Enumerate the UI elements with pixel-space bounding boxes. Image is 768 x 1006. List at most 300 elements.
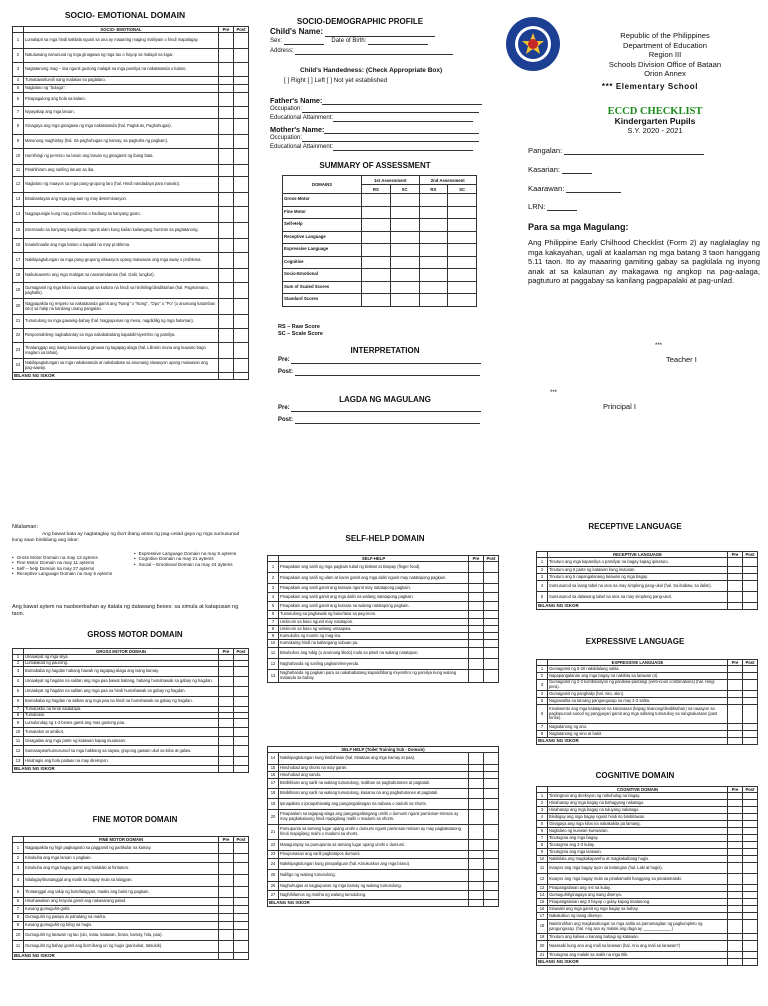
pre-check-cell[interactable] [469,859,484,870]
post-check-cell[interactable] [234,253,249,269]
pre-check-cell[interactable] [219,719,234,728]
pre-check-cell[interactable] [728,934,743,941]
score-cell[interactable] [362,256,391,269]
pre-check-cell[interactable] [219,77,234,85]
pre-check-cell[interactable] [728,731,743,738]
score-cell[interactable] [362,294,391,307]
score-cell[interactable] [419,256,448,269]
pre-check-cell[interactable] [219,941,234,953]
pre-check-cell[interactable] [219,239,234,253]
score-cell[interactable] [419,206,448,219]
pre-check-cell[interactable] [219,269,234,283]
pre-check-cell[interactable] [219,299,234,315]
item-description: Natutuwang nanunuod ng mga ginagawa ng mga tao o hayop sa malapit na lugar. [24,49,219,63]
pre-check-cell[interactable] [219,283,234,299]
pre-check-cell[interactable] [728,913,743,920]
post-check-cell[interactable] [234,135,249,149]
score-cell[interactable] [362,231,391,244]
pre-score-cell[interactable] [728,738,743,745]
pre-check-cell[interactable] [469,789,484,799]
sc-note: SC – Scale Score [278,330,323,337]
post-check-cell[interactable] [234,843,249,854]
post-check-cell[interactable] [234,863,249,875]
post-check-cell[interactable] [234,875,249,887]
item-number: 12 [268,659,279,670]
post-check-cell[interactable] [234,63,249,77]
pre-score-cell[interactable] [728,603,743,610]
score-cell[interactable] [419,294,448,307]
table-row [13,898,249,906]
pre-check-cell[interactable] [219,906,234,914]
pre-check-cell[interactable] [469,633,484,640]
pre-check-cell[interactable] [469,619,484,626]
score-cell[interactable] [362,219,391,232]
post-check-cell[interactable] [234,941,249,953]
pre-check-cell[interactable] [469,810,484,825]
pre-check-cell[interactable] [728,793,743,800]
pre-check-cell[interactable] [728,828,743,835]
pre-check-cell[interactable] [219,914,234,922]
post-check-cell[interactable] [743,793,758,800]
pre-check-cell[interactable] [219,667,234,677]
post-score-cell[interactable] [743,959,758,966]
pre-check-cell[interactable] [728,691,743,698]
pre-check-cell[interactable] [728,705,743,724]
pre-check-cell[interactable] [728,698,743,705]
score-cell[interactable] [448,294,477,307]
pre-check-cell[interactable] [219,854,234,863]
pre-check-cell[interactable] [219,737,234,746]
post-check-cell[interactable] [234,667,249,677]
table-row [537,856,758,863]
pre-check-cell[interactable] [728,952,743,959]
post-check-cell[interactable] [484,825,499,840]
pre-check-cell[interactable] [728,592,743,603]
post-check-cell[interactable] [234,719,249,728]
post-check-cell[interactable] [234,207,249,223]
mother-occupation-field[interactable] [302,135,479,142]
post-check-cell[interactable] [234,107,249,119]
pre-check-cell[interactable] [219,677,234,687]
pre-check-cell[interactable] [469,799,484,810]
post-check-cell[interactable] [234,119,249,135]
post-check-cell[interactable] [484,765,499,772]
pre-check-cell[interactable] [219,728,234,737]
pre-check-cell[interactable] [728,567,743,574]
post-check-cell[interactable] [484,789,499,799]
pre-check-cell[interactable] [728,558,743,567]
item-number: 5 [13,85,24,93]
score-cell[interactable] [448,244,477,257]
post-check-cell[interactable] [743,581,758,592]
post-check-cell[interactable] [234,283,249,299]
table-row [537,680,758,691]
post-score-cell[interactable] [234,373,249,380]
post-check-cell[interactable] [484,753,499,765]
post-check-cell[interactable] [484,648,499,659]
post-check-cell[interactable] [743,680,758,691]
pre-check-cell[interactable] [219,135,234,149]
pre-check-cell[interactable] [469,882,484,891]
post-check-cell[interactable] [234,223,249,239]
pre-score-cell[interactable] [728,959,743,966]
pre-check-cell[interactable] [469,670,484,683]
post-check-cell[interactable] [234,77,249,85]
pre-check-cell[interactable] [469,640,484,648]
pre-check-cell[interactable] [728,856,743,863]
post-check-cell[interactable] [234,677,249,687]
deped-line1: Republic of the Philippines [620,31,710,40]
post-check-cell[interactable] [484,640,499,648]
father-edu-field[interactable] [333,115,473,122]
post-check-cell[interactable] [743,705,758,724]
table-row [13,207,249,223]
pre-check-cell[interactable] [219,315,234,329]
pre-score-cell[interactable] [219,373,234,380]
pre-check-cell[interactable] [728,863,743,874]
post-check-cell[interactable] [234,930,249,941]
address-field[interactable] [295,48,453,55]
pre-check-cell[interactable] [469,891,484,900]
pre-check-cell[interactable] [469,870,484,882]
post-check-cell[interactable] [743,666,758,673]
pre-check-cell[interactable] [469,602,484,611]
pre-check-cell[interactable] [469,753,484,765]
score-cell[interactable] [448,256,477,269]
post-check-cell[interactable] [743,835,758,842]
pre-check-cell[interactable] [728,920,743,934]
post-check-cell[interactable] [743,691,758,698]
post-check-cell[interactable] [234,177,249,193]
interp-post-field[interactable] [295,369,480,376]
pre-check-cell[interactable] [728,574,743,581]
post-check-cell[interactable] [234,343,249,359]
pre-check-cell[interactable] [469,765,484,772]
pre-check-cell[interactable] [728,800,743,807]
post-check-cell[interactable] [234,33,249,49]
pre-check-cell[interactable] [219,63,234,77]
post-check-cell[interactable] [234,697,249,707]
post-check-cell[interactable] [234,315,249,329]
item-description: Tinutugma ang 2-3 kulay. [548,842,728,849]
post-check-cell[interactable] [234,149,249,165]
score-cell[interactable] [362,269,391,282]
pre-check-cell[interactable] [469,659,484,670]
post-check-cell[interactable] [743,698,758,705]
pre-check-cell[interactable] [219,177,234,193]
post-check-cell[interactable] [234,359,249,373]
post-check-cell[interactable] [743,821,758,828]
interp-pre-field[interactable] [291,357,481,364]
post-check-cell[interactable] [234,193,249,207]
pre-check-cell[interactable] [728,899,743,906]
post-check-cell[interactable] [484,840,499,851]
post-check-cell[interactable] [234,914,249,922]
post-check-cell[interactable] [743,885,758,892]
score-cell[interactable] [390,294,419,307]
post-check-cell[interactable] [234,906,249,914]
pre-check-cell[interactable] [219,107,234,119]
lagda-pre-field[interactable] [291,405,481,412]
post-check-cell[interactable] [743,906,758,913]
score-cell[interactable] [362,281,391,294]
post-check-cell[interactable] [743,874,758,885]
post-check-cell[interactable] [484,772,499,779]
kaarawan-field[interactable] [566,187,621,193]
post-check-cell[interactable] [234,165,249,177]
post-check-cell[interactable] [484,626,499,633]
score-cell[interactable] [362,194,391,207]
post-check-cell[interactable] [484,810,499,825]
mothers-name-field[interactable] [324,127,479,134]
post-check-cell[interactable] [484,659,499,670]
pre-check-cell[interactable] [469,779,484,789]
pre-check-cell[interactable] [219,149,234,165]
post-score-cell[interactable] [234,766,249,773]
pre-check-cell[interactable] [469,611,484,619]
post-check-cell[interactable] [743,731,758,738]
score-cell[interactable] [390,231,419,244]
post-check-cell[interactable] [743,842,758,849]
pre-score-cell[interactable] [219,766,234,773]
item-description: Naiintindihan ang magkasalungat na mga salita sa pamamagitan ng pagkumpleto ng pangungusap. (hal. Ang aso ay malaki ang daga ay ____________.) [548,920,728,934]
mother-edu-field[interactable] [333,144,473,151]
post-check-cell[interactable] [234,728,249,737]
post-check-cell[interactable] [743,863,758,874]
pre-check-cell[interactable] [219,343,234,359]
table-row [13,135,249,149]
pre-check-cell[interactable] [728,874,743,885]
post-check-cell[interactable] [484,593,499,602]
score-cell[interactable] [390,269,419,282]
score-cell[interactable] [390,281,419,294]
post-check-cell[interactable] [743,892,758,899]
pre-check-cell[interactable] [219,887,234,898]
post-check-cell[interactable] [484,619,499,626]
post-check-cell[interactable] [234,898,249,906]
score-cell[interactable] [419,219,448,232]
score-cell[interactable] [390,244,419,257]
pre-check-cell[interactable] [728,673,743,680]
post-check-cell[interactable] [234,93,249,107]
pre-check-cell[interactable] [469,593,484,602]
pre-check-cell[interactable] [219,33,234,49]
pre-check-cell[interactable] [728,724,743,731]
score-cell[interactable] [419,281,448,294]
post-check-cell[interactable] [234,737,249,746]
post-check-cell[interactable] [743,828,758,835]
pre-check-cell[interactable] [728,814,743,821]
pre-check-cell[interactable] [219,359,234,373]
score-row [537,959,758,966]
post-check-cell[interactable] [234,85,249,93]
score-cell[interactable] [448,194,477,207]
post-score-cell[interactable] [743,603,758,610]
post-check-cell[interactable] [484,851,499,859]
pre-check-cell[interactable] [219,85,234,93]
pre-check-cell[interactable] [219,119,234,135]
pre-check-cell[interactable] [469,648,484,659]
post-check-cell[interactable] [484,602,499,611]
lrn-field[interactable] [547,205,577,211]
score-cell[interactable] [419,269,448,282]
fathers-name-row [270,96,482,105]
pre-check-cell[interactable] [219,863,234,875]
pre-check-cell[interactable] [219,193,234,207]
childs-name-field[interactable] [325,30,435,37]
post-check-cell[interactable] [234,269,249,283]
post-check-cell[interactable] [234,299,249,315]
post-score-cell[interactable] [234,953,249,960]
score-cell[interactable] [390,206,419,219]
post-check-cell[interactable] [743,856,758,863]
pre-check-cell[interactable] [219,930,234,941]
post-check-cell[interactable] [234,746,249,757]
pre-check-cell[interactable] [219,687,234,697]
pre-check-cell[interactable] [219,223,234,239]
pre-check-cell[interactable] [219,165,234,177]
post-check-cell[interactable] [743,952,758,959]
pre-check-cell[interactable] [219,922,234,930]
pre-check-cell[interactable] [728,821,743,828]
post-check-cell[interactable] [234,854,249,863]
pre-check-cell[interactable] [219,898,234,906]
pre-check-cell[interactable] [469,851,484,859]
post-score-cell[interactable] [484,900,499,907]
item-description: Gumuguhit/ginagaya ang isang disenyo. [548,892,728,899]
handedness-options[interactable]: [ ] Right [ ] Left [ ] Not yet established [284,77,388,84]
score-cell[interactable] [448,269,477,282]
pre-check-cell[interactable] [219,843,234,854]
kasarian-field[interactable] [562,168,592,174]
dob-field[interactable] [368,38,428,45]
pre-check-cell[interactable] [469,825,484,840]
pre-check-cell[interactable] [469,584,484,593]
post-check-cell[interactable] [484,882,499,891]
score-cell[interactable] [362,244,391,257]
post-check-cell[interactable] [234,757,249,766]
rs-note: RS – Raw Score [278,324,320,330]
score-cell[interactable] [362,206,391,219]
post-check-cell[interactable] [234,687,249,697]
pre-score-cell[interactable] [219,953,234,960]
pre-check-cell[interactable] [728,807,743,814]
pre-check-cell[interactable] [728,581,743,592]
pre-check-cell[interactable] [219,49,234,63]
post-check-cell[interactable] [484,891,499,900]
score-cell[interactable] [419,244,448,257]
post-check-cell[interactable] [743,934,758,941]
score-cell[interactable] [390,194,419,207]
post-check-cell[interactable] [743,849,758,856]
pre-check-cell[interactable] [728,849,743,856]
post-check-cell[interactable] [743,567,758,574]
pre-check-cell[interactable] [469,573,484,584]
pre-check-cell[interactable] [469,772,484,779]
pre-check-cell[interactable] [219,875,234,887]
item-description: Gumagamit ng 2-3 kombinasyon ng pandiwa-pantangi (verb-noun combinations) (hal. Hingi pera). [548,680,728,691]
pre-check-cell[interactable] [219,697,234,707]
post-check-cell[interactable] [743,724,758,731]
pre-check-cell[interactable] [728,680,743,691]
score-cell[interactable] [390,219,419,232]
pre-check-cell[interactable] [219,253,234,269]
pre-check-cell[interactable] [728,906,743,913]
pre-check-cell[interactable] [219,746,234,757]
pre-check-cell[interactable] [219,329,234,343]
father-occupation-field[interactable] [302,106,479,113]
pre-check-cell[interactable] [469,562,484,573]
score-cell[interactable] [448,219,477,232]
post-check-cell[interactable] [484,633,499,640]
post-check-cell[interactable] [743,899,758,906]
pre-check-cell[interactable] [219,207,234,223]
post-check-cell[interactable] [484,870,499,882]
post-check-cell[interactable] [484,611,499,619]
item-description: Binubuhos ang tubig (o anumang likido) mula sa pitsel na walang natatapon. [279,648,469,659]
score-cell[interactable] [419,194,448,207]
fathers-name-field[interactable] [322,98,482,105]
post-check-cell[interactable] [743,673,758,680]
post-check-cell[interactable] [743,800,758,807]
pre-score-cell[interactable] [469,900,484,907]
score-cell[interactable] [419,231,448,244]
post-check-cell[interactable] [743,941,758,952]
post-check-cell[interactable] [743,814,758,821]
score-cell[interactable] [448,206,477,219]
post-check-cell[interactable] [484,859,499,870]
pre-check-cell[interactable] [219,93,234,107]
post-check-cell[interactable] [743,920,758,934]
pre-check-cell[interactable] [728,835,743,842]
post-check-cell[interactable] [484,799,499,810]
post-check-cell[interactable] [484,779,499,789]
pre-check-cell[interactable] [469,840,484,851]
table-row [537,581,758,592]
sex-field[interactable] [284,38,324,45]
table-row [268,562,499,573]
score-cell[interactable] [448,281,477,294]
pre-check-cell[interactable] [219,757,234,766]
post-check-cell[interactable] [234,239,249,253]
table-row [537,731,758,738]
post-check-cell[interactable] [743,574,758,581]
post-check-cell[interactable] [743,913,758,920]
post-check-cell[interactable] [484,562,499,573]
post-check-cell[interactable] [743,592,758,603]
pangalan-field[interactable] [564,149,704,155]
post-score-cell[interactable] [743,738,758,745]
pre-check-cell[interactable] [469,626,484,633]
pre-check-cell[interactable] [728,892,743,899]
pre-check-cell[interactable] [728,842,743,849]
post-check-cell[interactable] [234,922,249,930]
score-cell[interactable] [390,256,419,269]
post-check-cell[interactable] [234,49,249,63]
post-check-cell[interactable] [743,558,758,567]
pre-check-cell[interactable] [728,885,743,892]
pre-check-cell[interactable] [728,941,743,952]
post-check-cell[interactable] [484,584,499,593]
post-check-cell[interactable] [234,329,249,343]
score-cell[interactable] [448,231,477,244]
post-check-cell[interactable] [484,573,499,584]
post-check-cell[interactable] [743,807,758,814]
pre-check-cell[interactable] [728,666,743,673]
post-check-cell[interactable] [234,887,249,898]
post-check-cell[interactable] [484,670,499,683]
lagda-post-field[interactable] [295,417,480,424]
